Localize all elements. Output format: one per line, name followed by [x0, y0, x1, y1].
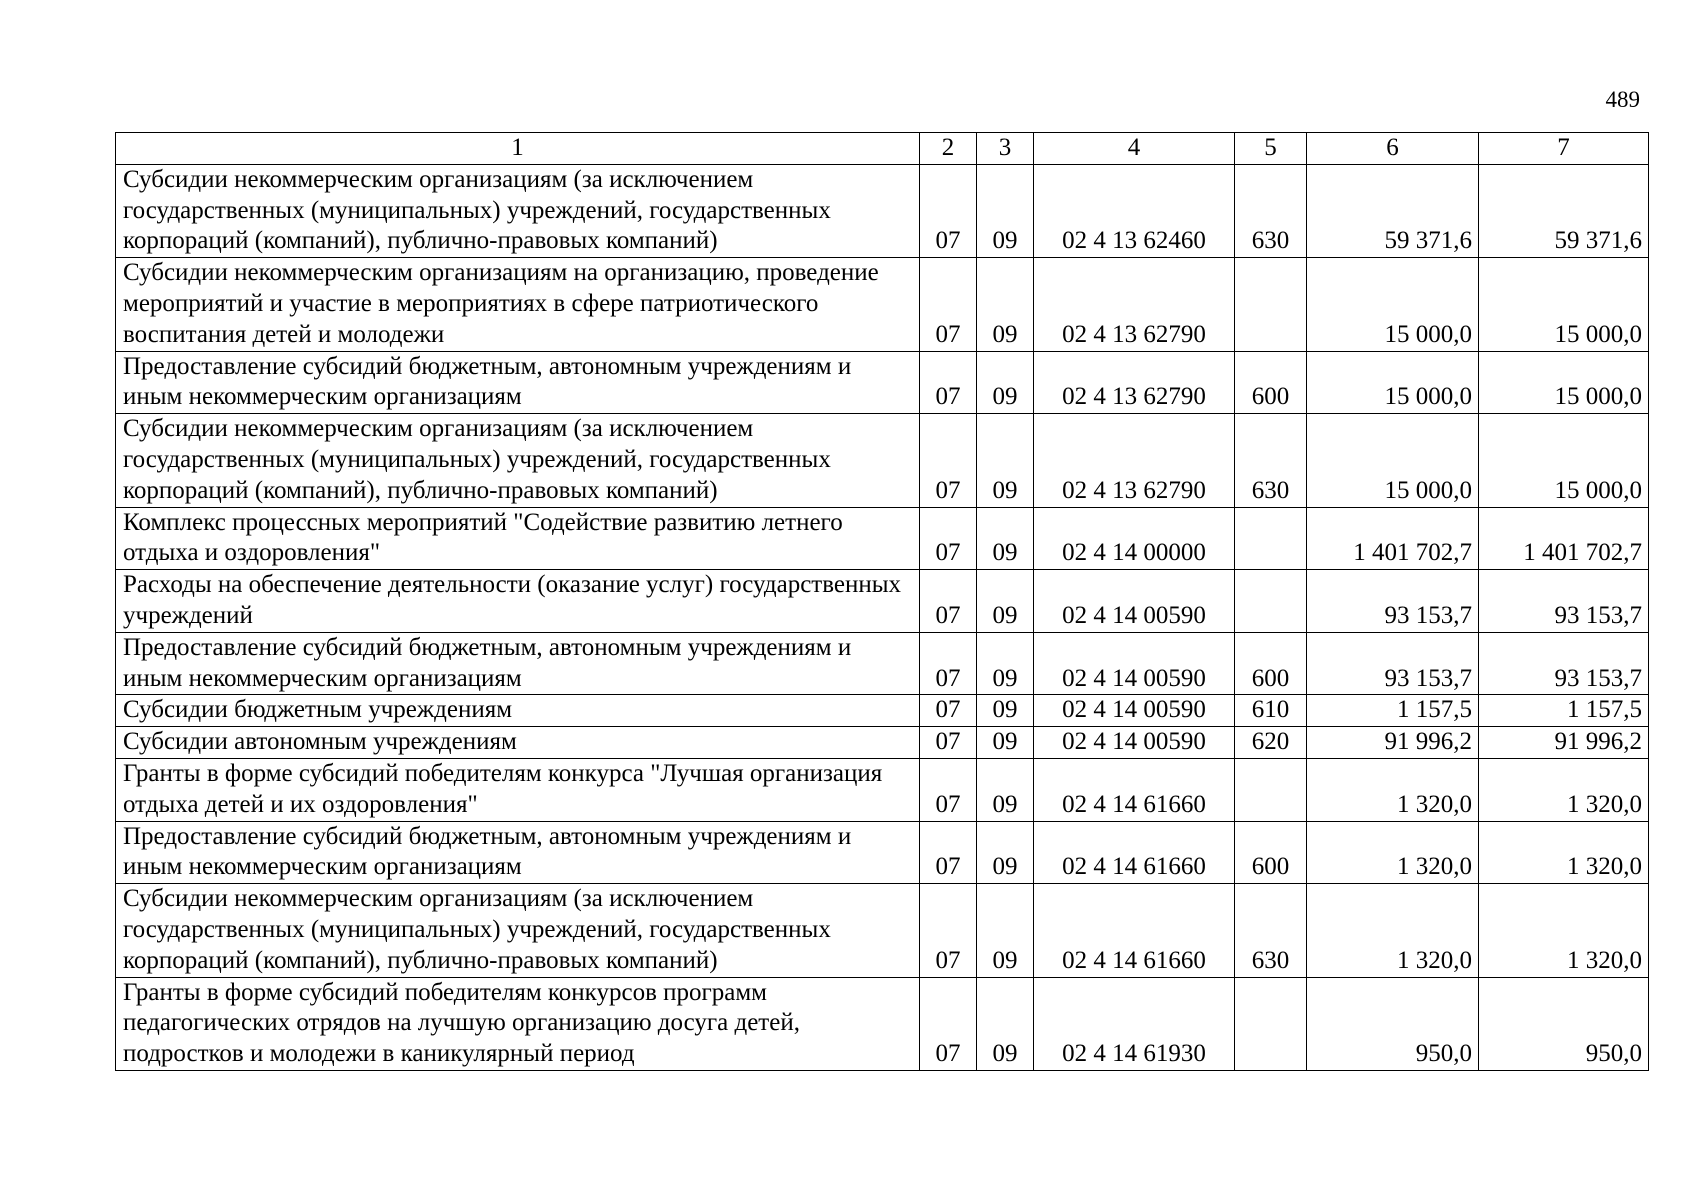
amount-cell: 950,0 — [1307, 977, 1479, 1070]
item-name-cell: Расходы на обеспечение деятельности (оказание услуг) государственных учреждений — [116, 570, 920, 633]
target-article-cell: 02 4 13 62460 — [1034, 164, 1235, 257]
section-code-cell: 07 — [920, 632, 977, 695]
amount-cell: 1 320,0 — [1307, 758, 1479, 821]
target-article-cell: 02 4 14 00590 — [1034, 727, 1235, 759]
expense-type-cell: 600 — [1235, 351, 1307, 414]
expense-type-cell — [1235, 570, 1307, 633]
amount-cell: 93 153,7 — [1307, 570, 1479, 633]
expense-type-cell — [1235, 258, 1307, 351]
amount-cell: 59 371,6 — [1307, 164, 1479, 257]
item-name-cell: Субсидии некоммерческим организациям (за исключением государственных (муниципальных) учреждений, государственных корпораций (компаний), публично-правовых компаний) — [116, 164, 920, 257]
target-article-cell: 02 4 14 00590 — [1034, 695, 1235, 727]
amount-cell: 15 000,0 — [1479, 351, 1649, 414]
page-number: 489 — [1605, 87, 1640, 112]
amount-cell: 15 000,0 — [1307, 414, 1479, 507]
section-code-cell: 07 — [920, 977, 977, 1070]
section-code-cell: 07 — [920, 507, 977, 570]
expense-type-cell: 630 — [1235, 884, 1307, 977]
target-article-cell: 02 4 14 00000 — [1034, 507, 1235, 570]
amount-cell: 93 153,7 — [1479, 632, 1649, 695]
amount-cell: 1 157,5 — [1479, 695, 1649, 727]
amount-cell: 1 320,0 — [1479, 884, 1649, 977]
amount-cell: 1 320,0 — [1479, 821, 1649, 884]
amount-cell: 15 000,0 — [1307, 351, 1479, 414]
table-row — [116, 570, 1649, 633]
subsection-code-cell: 09 — [977, 351, 1034, 414]
amount-cell: 59 371,6 — [1479, 164, 1649, 257]
item-name-cell: Субсидии автономным учреждениям — [116, 727, 920, 759]
amount-cell: 1 401 702,7 — [1479, 507, 1649, 570]
expense-type-cell — [1235, 977, 1307, 1070]
expense-type-cell: 600 — [1235, 632, 1307, 695]
target-article-cell: 02 4 14 61660 — [1034, 758, 1235, 821]
item-name-cell: Предоставление субсидий бюджетным, автономным учреждениям и иным некоммерческим организациям — [116, 821, 920, 884]
header-row — [116, 133, 1649, 165]
table-body — [116, 164, 1649, 1070]
item-name-cell: Субсидии некоммерческим организациям на организацию, проведение мероприятий и участие в мероприятиях в сфере патриотического воспитания детей и молодежи — [116, 258, 920, 351]
table-row — [116, 414, 1649, 507]
expense-type-cell — [1235, 758, 1307, 821]
item-name-cell: Субсидии некоммерческим организациям (за исключением государственных (муниципальных) учреждений, государственных корпораций (компаний), публично-правовых компаний) — [116, 414, 920, 507]
expense-type-cell: 630 — [1235, 164, 1307, 257]
subsection-code-cell: 09 — [977, 258, 1034, 351]
section-code-cell: 07 — [920, 727, 977, 759]
budget-table — [115, 132, 1649, 1071]
expense-type-cell — [1235, 507, 1307, 570]
section-code-cell: 07 — [920, 414, 977, 507]
amount-cell: 950,0 — [1479, 977, 1649, 1070]
subsection-code-cell: 09 — [977, 414, 1034, 507]
item-name-cell: Гранты в форме субсидий победителям конкурсов программ педагогических отрядов на лучшую организацию досуга детей, подростков и молодежи в каникулярный период — [116, 977, 920, 1070]
subsection-code-cell: 09 — [977, 884, 1034, 977]
section-code-cell: 07 — [920, 884, 977, 977]
amount-cell: 91 996,2 — [1307, 727, 1479, 759]
column-header: 4 — [1034, 133, 1235, 165]
amount-cell: 15 000,0 — [1307, 258, 1479, 351]
subsection-code-cell: 09 — [977, 758, 1034, 821]
item-name-cell: Предоставление субсидий бюджетным, автономным учреждениям и иным некоммерческим организациям — [116, 351, 920, 414]
column-header: 5 — [1235, 133, 1307, 165]
section-code-cell: 07 — [920, 758, 977, 821]
section-code-cell: 07 — [920, 695, 977, 727]
expense-type-cell: 620 — [1235, 727, 1307, 759]
table-row — [116, 758, 1649, 821]
section-code-cell: 07 — [920, 351, 977, 414]
table-row — [116, 727, 1649, 759]
amount-cell: 1 401 702,7 — [1307, 507, 1479, 570]
subsection-code-cell: 09 — [977, 507, 1034, 570]
section-code-cell: 07 — [920, 821, 977, 884]
item-name-cell: Комплекс процессных мероприятий "Содействие развитию летнего отдыха и оздоровления" — [116, 507, 920, 570]
amount-cell: 91 996,2 — [1479, 727, 1649, 759]
amount-cell: 1 320,0 — [1479, 758, 1649, 821]
table-row — [116, 695, 1649, 727]
subsection-code-cell: 09 — [977, 164, 1034, 257]
expense-type-cell: 630 — [1235, 414, 1307, 507]
item-name-cell: Субсидии некоммерческим организациям (за исключением государственных (муниципальных) учреждений, государственных корпораций (компаний), публично-правовых компаний) — [116, 884, 920, 977]
expense-type-cell: 610 — [1235, 695, 1307, 727]
subsection-code-cell: 09 — [977, 821, 1034, 884]
column-header: 3 — [977, 133, 1034, 165]
table-row — [116, 258, 1649, 351]
column-header: 1 — [116, 133, 920, 165]
column-header: 2 — [920, 133, 977, 165]
item-name-cell: Предоставление субсидий бюджетным, автономным учреждениям и иным некоммерческим организациям — [116, 632, 920, 695]
subsection-code-cell: 09 — [977, 632, 1034, 695]
expense-type-cell: 600 — [1235, 821, 1307, 884]
section-code-cell: 07 — [920, 570, 977, 633]
target-article-cell: 02 4 14 00590 — [1034, 632, 1235, 695]
subsection-code-cell: 09 — [977, 977, 1034, 1070]
table-row — [116, 977, 1649, 1070]
column-header: 6 — [1307, 133, 1479, 165]
amount-cell: 1 320,0 — [1307, 884, 1479, 977]
amount-cell: 15 000,0 — [1479, 258, 1649, 351]
amount-cell: 15 000,0 — [1479, 414, 1649, 507]
target-article-cell: 02 4 13 62790 — [1034, 414, 1235, 507]
target-article-cell: 02 4 13 62790 — [1034, 351, 1235, 414]
amount-cell: 1 320,0 — [1307, 821, 1479, 884]
target-article-cell: 02 4 13 62790 — [1034, 258, 1235, 351]
table-row — [116, 351, 1649, 414]
subsection-code-cell: 09 — [977, 727, 1034, 759]
amount-cell: 93 153,7 — [1307, 632, 1479, 695]
amount-cell: 93 153,7 — [1479, 570, 1649, 633]
amount-cell: 1 157,5 — [1307, 695, 1479, 727]
table-row — [116, 884, 1649, 977]
column-header: 7 — [1479, 133, 1649, 165]
table-row — [116, 164, 1649, 257]
item-name-cell: Гранты в форме субсидий победителям конкурса "Лучшая организация отдыха детей и их оздоровления" — [116, 758, 920, 821]
subsection-code-cell: 09 — [977, 695, 1034, 727]
table-row — [116, 632, 1649, 695]
table-row — [116, 507, 1649, 570]
section-code-cell: 07 — [920, 258, 977, 351]
item-name-cell: Субсидии бюджетным учреждениям — [116, 695, 920, 727]
section-code-cell: 07 — [920, 164, 977, 257]
subsection-code-cell: 09 — [977, 570, 1034, 633]
target-article-cell: 02 4 14 61660 — [1034, 884, 1235, 977]
target-article-cell: 02 4 14 61930 — [1034, 977, 1235, 1070]
target-article-cell: 02 4 14 00590 — [1034, 570, 1235, 633]
target-article-cell: 02 4 14 61660 — [1034, 821, 1235, 884]
table-row — [116, 821, 1649, 884]
